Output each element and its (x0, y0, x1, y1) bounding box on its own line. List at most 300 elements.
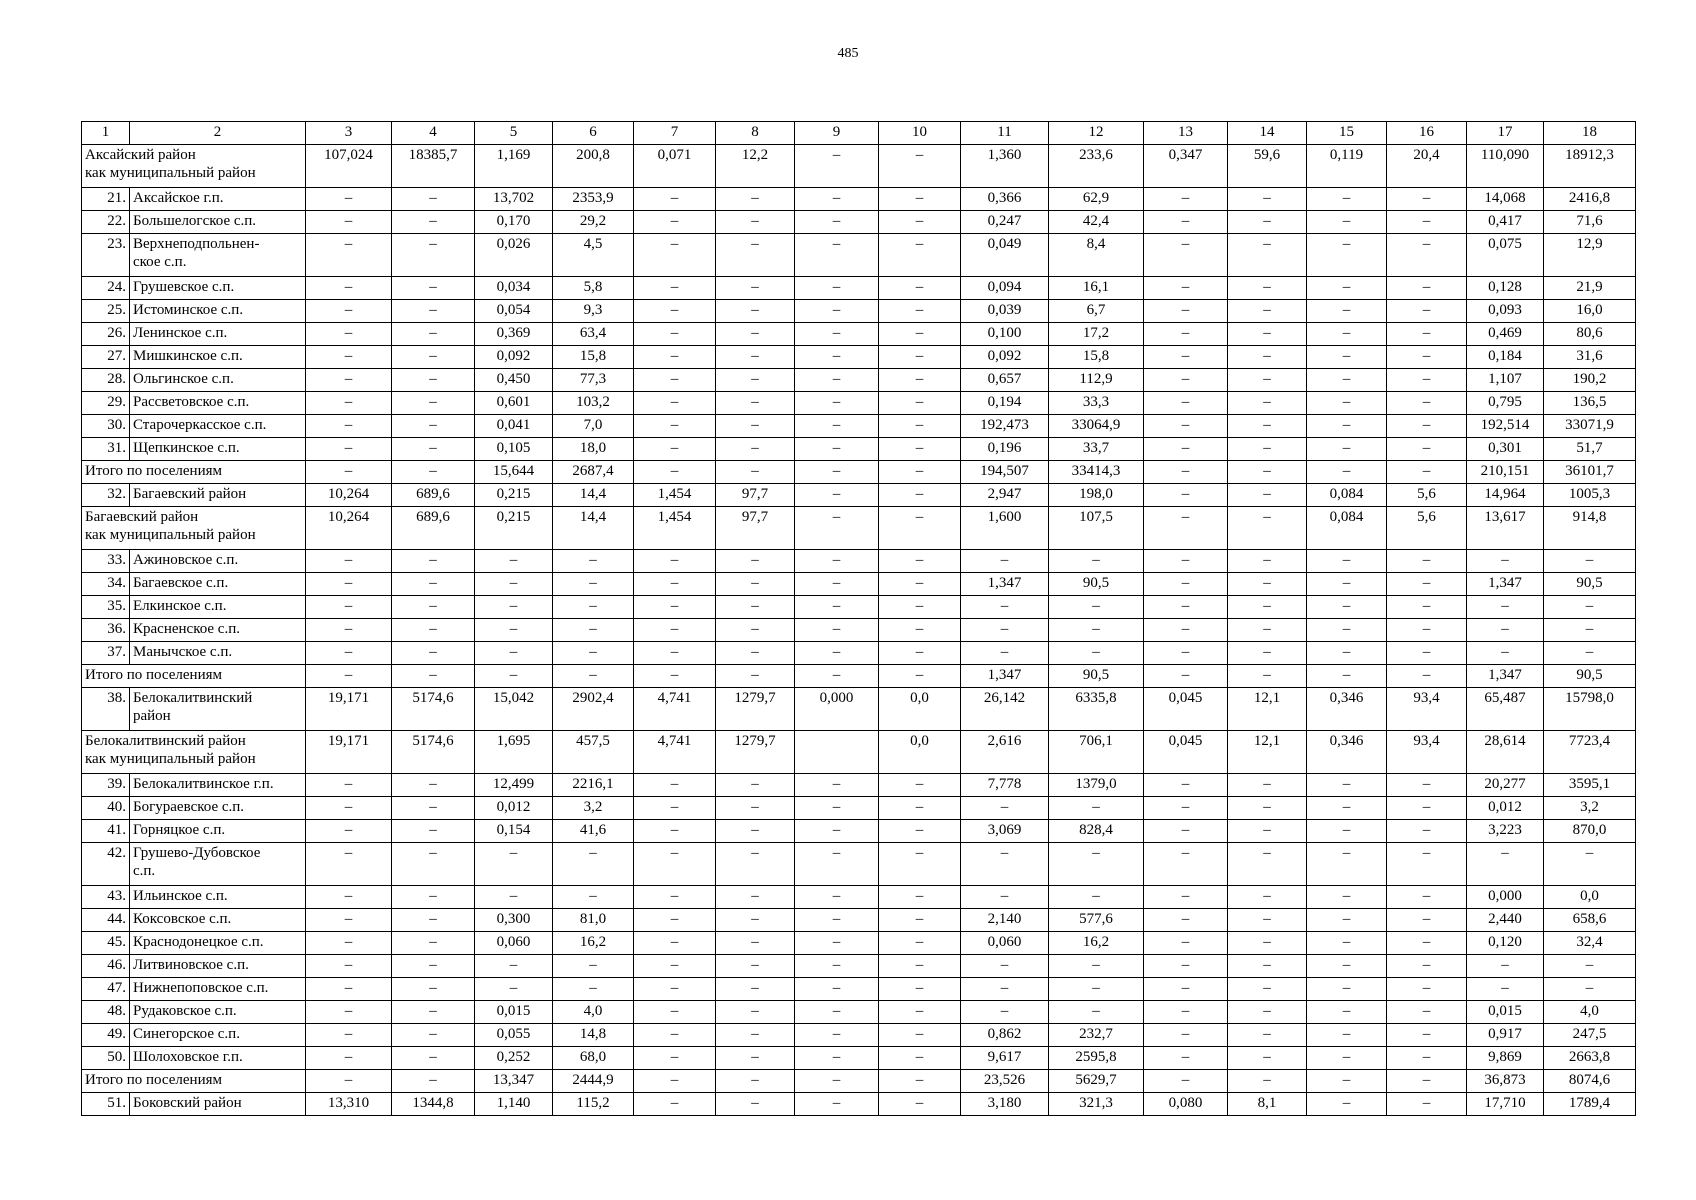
value-cell: 115,2 (553, 1093, 634, 1116)
value-cell: – (1467, 550, 1544, 573)
row-name: Елкинское с.п. (130, 596, 306, 619)
value-cell: 0,917 (1467, 1024, 1544, 1047)
value-cell: – (1387, 797, 1467, 820)
value-cell: – (634, 573, 716, 596)
table-row (82, 346, 1636, 369)
value-cell: 107,5 (1049, 507, 1144, 550)
value-cell: 0,049 (961, 234, 1049, 277)
value-cell: – (795, 642, 879, 665)
value-cell: – (634, 188, 716, 211)
row-number: 36. (82, 619, 130, 642)
value-cell: 97,7 (716, 507, 795, 550)
table-row (82, 886, 1636, 909)
value-cell: 29,2 (553, 211, 634, 234)
value-cell: 107,024 (306, 145, 392, 188)
value-cell: – (795, 797, 879, 820)
row-name: Литвиновское с.п. (130, 955, 306, 978)
value-cell: – (1544, 642, 1636, 665)
value-cell: 103,2 (553, 392, 634, 415)
value-cell: 0,0 (879, 731, 961, 774)
value-cell: – (634, 619, 716, 642)
value-cell: 63,4 (553, 323, 634, 346)
value-cell: – (1544, 550, 1636, 573)
value-cell: – (392, 886, 475, 909)
value-cell: – (879, 438, 961, 461)
value-cell: 0,034 (475, 277, 553, 300)
value-cell: – (1387, 932, 1467, 955)
value-cell: – (716, 323, 795, 346)
value-cell: – (795, 323, 879, 346)
summary-row (82, 1070, 1636, 1093)
value-cell: 0,100 (961, 323, 1049, 346)
value-cell: – (1228, 1070, 1307, 1093)
value-cell: 0,417 (1467, 211, 1544, 234)
value-cell: 90,5 (1544, 665, 1636, 688)
value-cell: – (1049, 955, 1144, 978)
value-cell: – (1387, 619, 1467, 642)
value-cell: 18385,7 (392, 145, 475, 188)
value-cell: – (306, 211, 392, 234)
value-cell: 0,252 (475, 1047, 553, 1070)
value-cell: – (1307, 1047, 1387, 1070)
value-cell: – (879, 277, 961, 300)
value-cell: – (1228, 978, 1307, 1001)
value-cell: – (1144, 346, 1228, 369)
value-cell: – (306, 955, 392, 978)
value-cell: – (1144, 1024, 1228, 1047)
value-cell: – (306, 978, 392, 1001)
value-cell: – (1228, 392, 1307, 415)
value-cell: – (716, 886, 795, 909)
value-cell: – (879, 886, 961, 909)
value-cell: – (1467, 978, 1544, 1001)
value-cell: – (306, 323, 392, 346)
value-cell: 0,000 (1467, 886, 1544, 909)
value-cell: – (716, 665, 795, 688)
value-cell: – (1144, 415, 1228, 438)
value-cell: – (795, 461, 879, 484)
row-number: 51. (82, 1093, 130, 1116)
value-cell: 90,5 (1049, 665, 1144, 688)
value-cell: 13,347 (475, 1070, 553, 1093)
value-cell: – (306, 886, 392, 909)
value-cell: 77,3 (553, 369, 634, 392)
table-row (82, 438, 1636, 461)
header-cell: 17 (1467, 122, 1544, 145)
value-cell: – (634, 1070, 716, 1093)
header-cell: 15 (1307, 122, 1387, 145)
value-cell: – (1387, 886, 1467, 909)
value-cell: 0,045 (1144, 688, 1228, 731)
value-cell: – (1049, 596, 1144, 619)
value-cell: 4,0 (553, 1001, 634, 1024)
row-number: 32. (82, 484, 130, 507)
row-name: Богураевское с.п. (130, 797, 306, 820)
value-cell: – (1307, 1024, 1387, 1047)
row-number: 34. (82, 573, 130, 596)
row-name: Манычское с.п. (130, 642, 306, 665)
value-cell: – (879, 300, 961, 323)
header-cell: 18 (1544, 122, 1636, 145)
header-cell: 12 (1049, 122, 1144, 145)
row-name: Боковский район (130, 1093, 306, 1116)
value-cell: – (879, 843, 961, 886)
value-cell: – (1144, 1070, 1228, 1093)
value-cell: – (961, 843, 1049, 886)
value-cell (795, 731, 879, 774)
value-cell: 4,741 (634, 731, 716, 774)
value-cell: 198,0 (1049, 484, 1144, 507)
value-cell: – (879, 909, 961, 932)
value-cell: – (879, 550, 961, 573)
value-cell: – (1467, 596, 1544, 619)
header-cell: 11 (961, 122, 1049, 145)
value-cell: – (1228, 507, 1307, 550)
value-cell: 3,2 (1544, 797, 1636, 820)
value-cell: – (306, 909, 392, 932)
value-cell: 0,215 (475, 507, 553, 550)
value-cell: – (306, 369, 392, 392)
value-cell: – (1144, 550, 1228, 573)
value-cell: – (716, 300, 795, 323)
value-cell: – (716, 1001, 795, 1024)
value-cell: – (553, 573, 634, 596)
value-cell: – (795, 665, 879, 688)
value-cell: 68,0 (553, 1047, 634, 1070)
value-cell: – (1544, 955, 1636, 978)
value-cell: 33414,3 (1049, 461, 1144, 484)
value-cell: – (795, 1001, 879, 1024)
row-number: 30. (82, 415, 130, 438)
table-row (82, 415, 1636, 438)
value-cell: – (716, 843, 795, 886)
value-cell: 0,012 (475, 797, 553, 820)
value-cell: – (634, 665, 716, 688)
value-cell: – (1387, 1047, 1467, 1070)
value-cell: – (634, 886, 716, 909)
table-row (82, 550, 1636, 573)
row-number: 44. (82, 909, 130, 932)
value-cell: – (1228, 820, 1307, 843)
value-cell: – (392, 461, 475, 484)
value-cell: 10,264 (306, 507, 392, 550)
value-cell: – (1144, 300, 1228, 323)
value-cell: 17,2 (1049, 323, 1144, 346)
value-cell: 4,741 (634, 688, 716, 731)
value-cell: – (306, 642, 392, 665)
value-cell: – (634, 820, 716, 843)
value-cell: – (306, 392, 392, 415)
value-cell: 0,170 (475, 211, 553, 234)
row-number: 23. (82, 234, 130, 277)
table-row (82, 1047, 1636, 1070)
value-cell: 1379,0 (1049, 774, 1144, 797)
value-cell: – (392, 550, 475, 573)
value-cell: – (392, 596, 475, 619)
value-cell: – (634, 1047, 716, 1070)
value-cell: 2,616 (961, 731, 1049, 774)
row-name: Багаевское с.п. (130, 573, 306, 596)
value-cell: 0,060 (475, 932, 553, 955)
table-row (82, 484, 1636, 507)
row-name: Горняцкое с.п. (130, 820, 306, 843)
summary-row (82, 145, 1636, 188)
value-cell: – (1144, 438, 1228, 461)
row-number: 41. (82, 820, 130, 843)
value-cell: 12,2 (716, 145, 795, 188)
value-cell: 33,3 (1049, 392, 1144, 415)
value-cell: – (879, 392, 961, 415)
value-cell: 457,5 (553, 731, 634, 774)
value-cell: – (392, 323, 475, 346)
value-cell: 90,5 (1049, 573, 1144, 596)
value-cell: – (1049, 886, 1144, 909)
value-cell: – (1387, 955, 1467, 978)
summary-row (82, 461, 1636, 484)
value-cell: – (1144, 665, 1228, 688)
value-cell: 1279,7 (716, 688, 795, 731)
row-number: 39. (82, 774, 130, 797)
value-cell: 93,4 (1387, 688, 1467, 731)
value-cell: – (392, 573, 475, 596)
value-cell: – (795, 234, 879, 277)
value-cell: – (1387, 277, 1467, 300)
value-cell: – (879, 642, 961, 665)
row-name: Синегорское с.п. (130, 1024, 306, 1047)
row-name: Рудаковское с.п. (130, 1001, 306, 1024)
value-cell: 9,617 (961, 1047, 1049, 1070)
value-cell: – (1144, 820, 1228, 843)
value-cell: 2,140 (961, 909, 1049, 932)
value-cell: – (553, 665, 634, 688)
value-cell: 10,264 (306, 484, 392, 507)
value-cell: 0,071 (634, 145, 716, 188)
value-cell: 15798,0 (1544, 688, 1636, 731)
value-cell: – (634, 346, 716, 369)
value-cell: – (879, 978, 961, 1001)
value-cell: – (1307, 1070, 1387, 1093)
row-number: 22. (82, 211, 130, 234)
value-cell: – (716, 573, 795, 596)
value-cell: – (1228, 573, 1307, 596)
value-cell: – (716, 820, 795, 843)
value-cell: – (392, 642, 475, 665)
value-cell: 4,0 (1544, 1001, 1636, 1024)
value-cell: 23,526 (961, 1070, 1049, 1093)
row-number: 33. (82, 550, 130, 573)
value-cell: 0,154 (475, 820, 553, 843)
summary-row (82, 731, 1636, 774)
value-cell: 2,947 (961, 484, 1049, 507)
row-name: Ильинское с.п. (130, 886, 306, 909)
table-row (82, 1024, 1636, 1047)
value-cell: 15,042 (475, 688, 553, 731)
value-cell: – (1228, 665, 1307, 688)
header-cell: 16 (1387, 122, 1467, 145)
value-cell: – (1387, 596, 1467, 619)
value-cell: – (795, 909, 879, 932)
value-cell: 19,171 (306, 731, 392, 774)
value-cell: – (1228, 346, 1307, 369)
value-cell: 136,5 (1544, 392, 1636, 415)
value-cell: – (795, 277, 879, 300)
value-cell: – (716, 188, 795, 211)
value-cell: 51,7 (1544, 438, 1636, 461)
value-cell: 0,039 (961, 300, 1049, 323)
value-cell: – (306, 843, 392, 886)
value-cell: 0,105 (475, 438, 553, 461)
value-cell: – (1307, 438, 1387, 461)
header-cell: 4 (392, 122, 475, 145)
row-name: Аксайское г.п. (130, 188, 306, 211)
value-cell: 0,347 (1144, 145, 1228, 188)
value-cell: – (1307, 392, 1387, 415)
value-cell: 3,069 (961, 820, 1049, 843)
value-cell: – (634, 909, 716, 932)
value-cell: – (634, 955, 716, 978)
value-cell: 3,2 (553, 797, 634, 820)
value-cell: – (1467, 619, 1544, 642)
value-cell: 81,0 (553, 909, 634, 932)
value-cell: 97,7 (716, 484, 795, 507)
value-cell: – (879, 820, 961, 843)
value-cell: – (879, 1001, 961, 1024)
value-cell: – (392, 438, 475, 461)
value-cell: – (306, 438, 392, 461)
table-row (82, 234, 1636, 277)
value-cell: – (1228, 1024, 1307, 1047)
value-cell: 13,310 (306, 1093, 392, 1116)
value-cell: – (879, 234, 961, 277)
value-cell: – (1387, 1001, 1467, 1024)
value-cell: 18,0 (553, 438, 634, 461)
value-cell: – (306, 1047, 392, 1070)
value-cell: – (634, 843, 716, 886)
value-cell: 21,9 (1544, 277, 1636, 300)
value-cell: 2353,9 (553, 188, 634, 211)
value-cell: 0,469 (1467, 323, 1544, 346)
value-cell: – (1307, 550, 1387, 573)
value-cell: 190,2 (1544, 369, 1636, 392)
row-label: Багаевский район как муниципальный район (82, 507, 306, 550)
value-cell: 41,6 (553, 820, 634, 843)
value-cell: – (1387, 438, 1467, 461)
value-cell: – (1144, 909, 1228, 932)
value-cell: – (1228, 211, 1307, 234)
value-cell: – (1387, 642, 1467, 665)
value-cell: – (306, 1001, 392, 1024)
value-cell: – (1387, 843, 1467, 886)
value-cell: – (795, 596, 879, 619)
summary-row (82, 507, 1636, 550)
value-cell: – (1144, 843, 1228, 886)
value-cell: – (1228, 277, 1307, 300)
value-cell: – (716, 415, 795, 438)
value-cell: 2663,8 (1544, 1047, 1636, 1070)
header-cell: 8 (716, 122, 795, 145)
value-cell: 0,026 (475, 234, 553, 277)
value-cell: 16,0 (1544, 300, 1636, 323)
row-number: 38. (82, 688, 130, 731)
value-cell: – (1307, 596, 1387, 619)
value-cell: – (716, 1093, 795, 1116)
value-cell: – (306, 1070, 392, 1093)
value-cell: 0,601 (475, 392, 553, 415)
value-cell: – (1049, 843, 1144, 886)
value-cell: 12,499 (475, 774, 553, 797)
value-cell: – (1387, 346, 1467, 369)
value-cell: 1,347 (961, 573, 1049, 596)
row-name: Краснодонецкое с.п. (130, 932, 306, 955)
value-cell: – (392, 1024, 475, 1047)
value-cell: 112,9 (1049, 369, 1144, 392)
value-cell: – (961, 797, 1049, 820)
value-cell: 0,300 (475, 909, 553, 932)
value-cell: – (1307, 619, 1387, 642)
value-cell: 7,778 (961, 774, 1049, 797)
value-cell: 20,277 (1467, 774, 1544, 797)
value-cell: – (795, 346, 879, 369)
value-cell: – (392, 820, 475, 843)
row-number: 35. (82, 596, 130, 619)
value-cell: – (1544, 596, 1636, 619)
value-cell: – (475, 955, 553, 978)
value-cell: – (475, 642, 553, 665)
value-cell: – (1307, 955, 1387, 978)
value-cell: – (716, 1047, 795, 1070)
value-cell: – (1228, 415, 1307, 438)
value-cell: 3,223 (1467, 820, 1544, 843)
value-cell: 36,873 (1467, 1070, 1544, 1093)
value-cell: – (1387, 323, 1467, 346)
value-cell: – (392, 909, 475, 932)
value-cell: – (1387, 978, 1467, 1001)
value-cell: 14,4 (553, 484, 634, 507)
value-cell: 192,473 (961, 415, 1049, 438)
value-cell: – (1307, 461, 1387, 484)
row-label: Итого по поселениям (82, 1070, 306, 1093)
table-row (82, 392, 1636, 415)
value-cell: – (634, 277, 716, 300)
value-cell: – (634, 300, 716, 323)
value-cell: – (716, 1024, 795, 1047)
value-cell: – (392, 619, 475, 642)
value-cell: 192,514 (1467, 415, 1544, 438)
header-cell: 13 (1144, 122, 1228, 145)
value-cell: – (634, 211, 716, 234)
value-cell: – (634, 797, 716, 820)
header-cell: 2 (130, 122, 306, 145)
value-cell: – (306, 619, 392, 642)
value-cell: – (553, 978, 634, 1001)
row-label: Белокалитвинский район как муниципальный район (82, 731, 306, 774)
value-cell: 8074,6 (1544, 1070, 1636, 1093)
value-cell: – (475, 665, 553, 688)
value-cell: 1,360 (961, 145, 1049, 188)
value-cell: 0,0 (879, 688, 961, 731)
value-cell: – (1228, 619, 1307, 642)
row-number: 40. (82, 797, 130, 820)
value-cell: 689,6 (392, 484, 475, 507)
value-cell: – (716, 1070, 795, 1093)
value-cell: – (795, 619, 879, 642)
value-cell: 0,196 (961, 438, 1049, 461)
value-cell: – (1307, 932, 1387, 955)
value-cell: 5,6 (1387, 507, 1467, 550)
value-cell: 1,169 (475, 145, 553, 188)
value-cell: – (1387, 369, 1467, 392)
value-cell: 110,090 (1467, 145, 1544, 188)
